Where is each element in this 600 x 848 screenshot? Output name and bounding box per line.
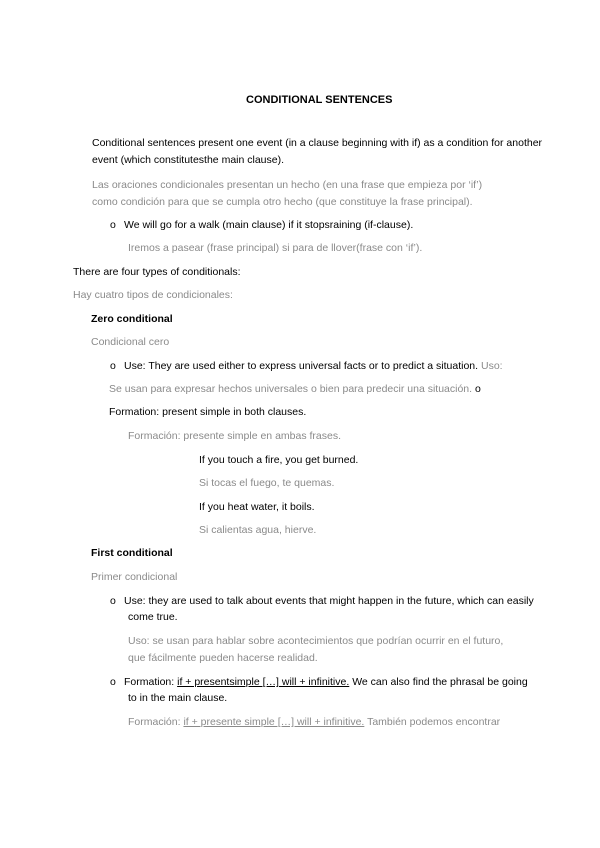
bullet-marker: o <box>110 219 116 231</box>
types-en: There are four types of conditionals: <box>73 266 241 278</box>
zero-formation-es: Formación: presente simple en ambas frases. <box>128 430 342 442</box>
zero-example1-es: Si tocas el fuego, te quemas. <box>199 477 335 489</box>
bullet-marker: o <box>110 676 116 688</box>
intro-es-line2: como condición para que se cumpla otro hecho (que constituye la frase principal). <box>92 196 473 208</box>
first-formacion-rest: También podemos encontrar <box>367 716 501 728</box>
types-es: Hay cuatro tipos de condicionales: <box>73 289 233 301</box>
intro-en-line2: event (which constitutesthe main clause). <box>92 154 285 166</box>
intro-es-line1: Las oraciones condicionales presentan un hecho (en una frase que empieza por ‘if’) <box>92 179 483 191</box>
bullet-marker: o <box>110 360 116 372</box>
first-use-es-line2: que fácilmente pueden hacerse realidad. <box>128 652 318 664</box>
first-formation-formula: if + presentsimple […] will + infinitive. <box>177 676 350 688</box>
first-use-en-line2: come true. <box>128 611 178 623</box>
list-item <box>110 218 413 232</box>
first-formacion-label: Formación: <box>128 716 181 728</box>
zero-example1-en: If you touch a fire, you get burned. <box>199 454 359 466</box>
first-formation-rest: We can also find the phrasal be going <box>352 676 528 688</box>
example-en: We will go for a walk (main clause) if it stopsraining (if-clause). <box>124 219 414 231</box>
zero-use-es: Se usan para expresar hechos universales o bien para predecir una situación. <box>109 383 473 395</box>
intro-en-line1: Conditional sentences present one event (in a clause beginning with if) as a condition for another <box>92 137 543 149</box>
example-es: Iremos a pasear (frase principal) si para de llover(frase con ‘if’). <box>128 242 423 254</box>
bullet-marker: o <box>110 595 116 607</box>
list-item <box>110 359 503 373</box>
zero-formation-en: Formation: present simple in both clauses. <box>109 406 307 418</box>
first-heading-es: Primer condicional <box>91 571 178 583</box>
list-item <box>110 675 528 689</box>
zero-use-en: Use: They are used either to express universal facts or to predict a situation. <box>124 360 479 372</box>
first-formation-label: Formation: <box>124 676 175 688</box>
list-item <box>110 594 534 608</box>
zero-heading: Zero conditional <box>91 313 173 325</box>
first-formacion-formula: if + presente simple […] will + infinitive. <box>183 716 365 728</box>
first-use-es-line1: Uso: se usan para hablar sobre acontecimientos que podrían ocurrir en el futuro, <box>128 635 504 647</box>
zero-example2-en: If you heat water, it boils. <box>199 501 315 513</box>
zero-use-es-line <box>109 382 481 396</box>
page-title: CONDITIONAL SENTENCES <box>246 94 393 106</box>
first-heading: First conditional <box>91 547 173 559</box>
zero-heading-es: Condicional cero <box>91 336 170 348</box>
zero-example2-es: Si calientas agua, hierve. <box>199 524 317 536</box>
first-formacion-line <box>128 715 500 729</box>
zero-use-es-label: Uso: <box>481 360 503 372</box>
first-formation-line2: to in the main clause. <box>128 692 228 704</box>
trailing-bullet: o <box>474 383 481 395</box>
first-use-en-line1: Use: they are used to talk about events that might happen in the future, which can easily <box>124 595 534 607</box>
